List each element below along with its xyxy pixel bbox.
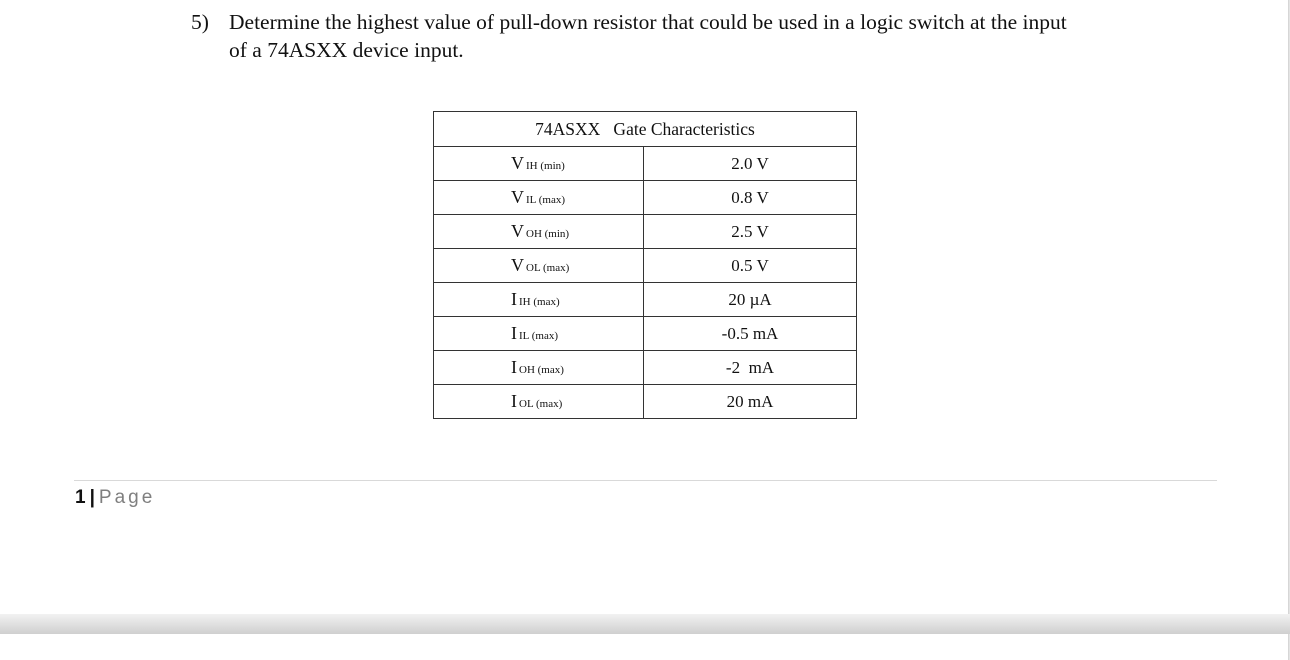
gate-characteristics-table <box>433 111 857 419</box>
table-row <box>434 283 857 317</box>
table-row <box>434 249 857 283</box>
table-title: 74ASXX Gate Characteristics <box>434 112 857 147</box>
footer-divider <box>74 480 1217 481</box>
parameter-symbol: V <box>511 153 524 173</box>
value-cell: 0.5 V <box>644 249 857 283</box>
value-cell: 20 µA <box>644 283 857 317</box>
parameter-subscript: IL (max) <box>526 194 565 206</box>
table-row <box>434 351 857 385</box>
parameter-cell <box>434 147 644 181</box>
value-cell: 2.0 V <box>644 147 857 181</box>
parameter-subscript: IH (min) <box>526 160 565 172</box>
page-number: 1 <box>75 487 86 508</box>
question-text <box>229 8 1149 64</box>
table-row <box>434 147 857 181</box>
footer-separator: | <box>89 487 95 508</box>
parameter-cell <box>434 249 644 283</box>
page-gap <box>0 614 1290 634</box>
parameter-cell <box>434 283 644 317</box>
table-row <box>434 317 857 351</box>
parameter-cell <box>434 385 644 419</box>
parameter-subscript: OL (max) <box>526 262 570 274</box>
table-row <box>434 385 857 419</box>
parameter-cell <box>434 351 644 385</box>
parameter-symbol: I <box>511 357 517 377</box>
page-footer <box>75 487 155 509</box>
parameter-symbol: V <box>511 187 524 207</box>
value-cell: -0.5 mA <box>644 317 857 351</box>
value-cell: 20 mA <box>644 385 857 419</box>
parameter-subscript: OH (max) <box>519 364 564 376</box>
parameter-symbol: I <box>511 391 517 411</box>
parameter-cell <box>434 215 644 249</box>
question-line-2: of a 74ASXX device input. <box>229 38 464 62</box>
parameter-symbol: V <box>511 255 524 275</box>
page-label: Page <box>98 487 156 508</box>
question-line-1: Determine the highest value of pull-down resistor that could be used in a logic switch at the input <box>229 10 1067 34</box>
parameter-symbol: I <box>511 289 517 309</box>
value-cell: 0.8 V <box>644 181 857 215</box>
next-page-edge <box>0 634 1289 660</box>
value-cell: -2 mA <box>644 351 857 385</box>
parameter-subscript: IH (max) <box>519 296 560 308</box>
table-row <box>434 181 857 215</box>
parameter-subscript: OH (min) <box>526 228 570 240</box>
parameter-cell <box>434 317 644 351</box>
parameter-cell <box>434 181 644 215</box>
parameter-subscript: IL (max) <box>519 330 558 342</box>
value-cell: 2.5 V <box>644 215 857 249</box>
parameter-symbol: V <box>511 221 524 241</box>
parameter-symbol: I <box>511 323 517 343</box>
parameter-subscript: OL (max) <box>519 398 563 410</box>
question-number: 5) <box>191 10 209 34</box>
table-row <box>434 215 857 249</box>
